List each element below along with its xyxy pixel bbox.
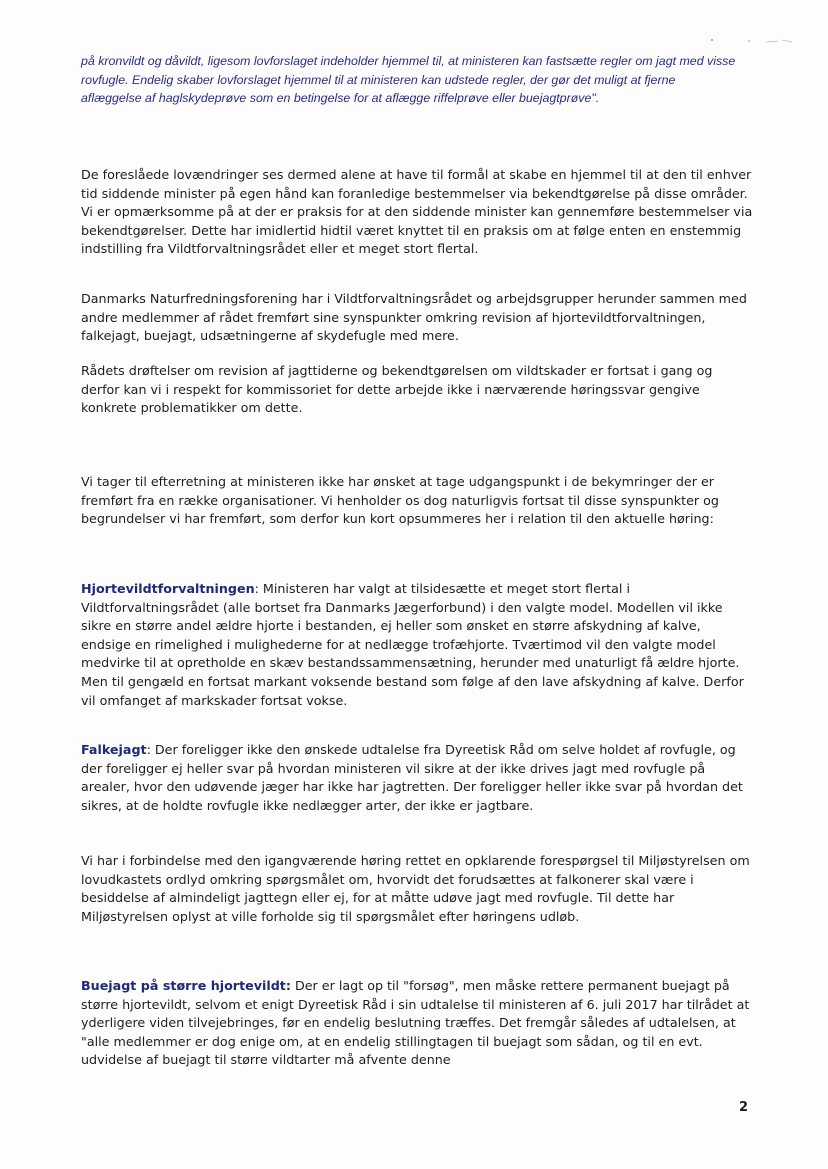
paragraph-text: Rådets drøftelser om revision af jagttiderne og bekendtgørelsen om vildtskader er fortsat i gang og derfor kan vi i respekt for kommissoriet for dette arbejde ikke i nærværende høringssvar gengive konkrete problematikker om dette. (81, 363, 713, 416)
quoted-excerpt: på kronvildt og dåvildt, ligesom lovforslaget indeholder hjemmel til, at ministeren kan fastsætte regler om jagt med visse rovfugle. Endelig skaber lovforslaget hjemmel til at ministeren kan udstede regler, der gør det muligt at fjerne aflæggelse af haglskydeprøve som en betingelse for at aflægge riffelprøve eller buejagtprøve". (81, 54, 736, 105)
section-heading: Hjortevildtforvaltningen (81, 581, 255, 596)
paragraph-1 (81, 166, 753, 259)
page-number: 2 (739, 1100, 749, 1115)
paragraph-text: Vi har i forbindelse med den igangværende høring rettet en opklarende forespørgsel til Miljøstyrelsen om lovudkastets ordlyd omkring spørgsmålet om, hvorvidt det forudsættes at falkonerer skal være i besiddelse af almindeligt jagttegn eller ej, for at måtte udøve jagt med rovfugle. Til dette har Miljøstyrelsen oplyst at ville forholde sig til spørgsmålet efter høringens udløb. (81, 853, 750, 924)
section-body: : Der foreligger ikke den ønskede udtalelse fra Dyreetisk Råd om selve holdet af rovfugle, og der foreligger ej heller svar på hvordan ministeren vil sikre at der ikke drives jagt med rovfugle på arealer, hvor den udøvende jæger har ikke har jagtretten. Der foreligger heller ikke svar på hvordan det sikres, at de holdte rovfugle ikke nedlægger arter, der ikke er jagtbare. (81, 742, 743, 813)
section-body: : Ministeren har valgt at tilsidesætte et meget stort flertal i Vildtforvaltningsrådet (alle bortset fra Danmarks Jægerforbund) i den valgte model. Modellen vil ikke sikre en større andel ældre hjorte i bestanden, ej heller som ønsket en større afskydning af kalve, endsige en rimelighed i mulighederne for at nedlægge trofæhjorte. Tværtimod vil den valgte model medvirke til at opretholde en skæv bestandssammensætning, herunder med unaturligt få ældre hjorte. Men til gengæld en fortsat markant voksende bestand som følge af den lave afskydning af kalve. Derfor vil omfanget af markskader fortsat vokse. (81, 581, 744, 708)
section-buejagt (81, 977, 753, 1070)
paragraph-3 (81, 290, 753, 346)
paragraph-8 (81, 852, 753, 926)
paragraph-4 (81, 362, 753, 418)
section-body: Der er lagt op til "forsøg", men måske rettere permanent buejagt på større hjortevildt, selvom et enigt Dyreetisk Råd i sin udtalelse til ministeren af 6. juli 2017 har tilrådet at yderligere viden tilvejebringes, før en endelig beslutning træffes. Det fremgår således af udtalelsen, at "alle medlemmer er dog enige om, at en endelig stillingtagen til buejagt som sådan, og til en evt. udvidelse af buejagt til større vildtarter må afvente denne (81, 978, 750, 1068)
paragraph-text: Vi tager til efterretning at ministeren ikke har ønsket at tage udgangspunkt i de bekymringer der er fremført fra en række organisationer. Vi henholder os dog naturligvis fortsat til disse synspunkter og begrundelser vi har fremført, som derfor kun kort opsummeres her i relation til den aktuelle høring: (81, 474, 719, 527)
section-heading: Buejagt på større hjortevildt: (81, 978, 291, 993)
paragraph-text: Danmarks Naturfredningsforening har i Vildtforvaltningsrådet og arbejdsgrupper herunder sammen med andre medlemmer af rådet fremført sine synspunkter omkring revision af hjortevildtforvaltningen, falkejagt, buejagt, udsætningerne af skydefugle med mere. (81, 291, 747, 344)
paragraph-text: Vi er opmærksomme på at der er praksis for at den siddende minister kan gennemføre bestemmelser via bekendtgørelser. Dette har imidlertid hidtil været knyttet til en praksis om at følge enten en enstemmig indstilling fra Vildtforvaltningsrådet eller et meget stort flertal. (81, 204, 753, 257)
section-heading: Falkejagt (81, 742, 147, 757)
section-falkejagt (81, 741, 753, 815)
paragraph-5 (81, 473, 753, 529)
paragraph-text: De foreslåede lovændringer ses dermed alene at have til formål at skabe en hjemmel til at den til enhver tid siddende minister på egen hånd kan foranledige bestemmelser via bekendtgørelse på disse områder. (81, 167, 752, 201)
scan-artifacts (700, 36, 800, 50)
section-hjortevildt (81, 580, 753, 710)
